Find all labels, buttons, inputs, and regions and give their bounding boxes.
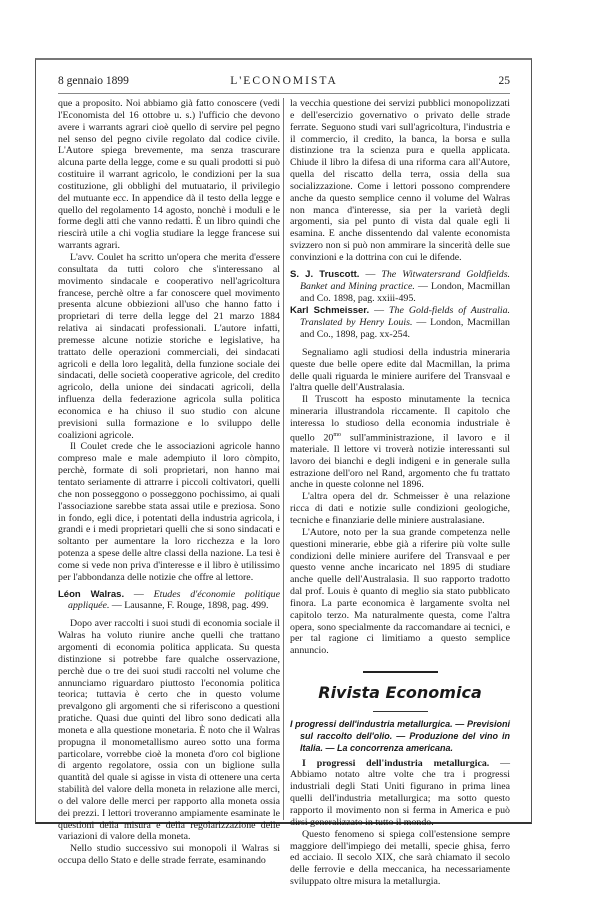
- paragraph: L'altra opera del dr. Schmeisser è una relazione ricca di dati e notizie sulle condizioni geologiche, tecniche e finanziarie delle miniere australasiane.: [290, 491, 510, 526]
- bib-publisher: — London, Macmillan and Co., 1898, pag. xx-254.: [300, 317, 510, 341]
- paragraph: [290, 758, 510, 829]
- journal-title: L'ECONOMISTA: [230, 75, 338, 87]
- left-column: [58, 98, 280, 867]
- bibliography-entry-truscott: S. J. Truscott. — The Witwatersrand Goldfields. Banket and Mining practice. — London, Macmillan and Co. 1898, pag. xxiii-495.: [290, 268, 511, 304]
- right-column: [290, 98, 510, 888]
- section-summary: I progressi dell'industria metallurgica. — Previsioni sul raccolto dell'olio. — Produzione del vino in Italia. — La concorrenza americana.: [290, 719, 510, 753]
- bib-author: S. J. Truscott.: [290, 268, 360, 280]
- paragraph: L'Autore, noto per la sua grande competenza nelle questioni minerarie, ebbe già a riferire più volte sulle condizioni delle miniere aurifere del Transvaal e per questo venne anche incaricato nel 1895 di studiare anche quelle dell'Australasia. Il suo rapporto tradotto dal prof. Louis è quanto di meglio sia stato pubblicato finora. La parte economica è largamente svolta nel capitolo terzo. Ma naturalmente questa, come l'altra opera, sono specialmente da raccomandare ai tecnici, e per tal ragione ci limitiamo a questo semplice annuncio.: [290, 526, 510, 657]
- text-span: — Abbiamo notato altre volte che tra i progressi industriali degli Stati Uniti figurano in prima linea quelli dell'industria metallurgica; ma sotto questo rapporto il movimento non si ferma in America e può dirsi generalizzato in tutto il mondo.: [290, 757, 510, 828]
- header-rule: [58, 93, 510, 94]
- bib-author: Léon Walras.: [58, 588, 125, 600]
- paragraph: la vecchia questione dei servizi pubblici monopolizzati e dell'esercizio governativo o privato delle strade ferrate. Seguono studi vari sull'agricoltura, l'industria e il commercio, il credito, la banca, la borsa e sulla distinzione tra la scienza pura e quella applicata. Chiude il libro la difesa di una riforma cara all'Autore, quella del riscatto della terra, ossia della sua socializzazione. Come i lettori possono comprendere anche da questo semplice cenno il volume del Walras non manca d'interesse, sia per la varietà degli argomenti, sia pel punto di vista dal quale egli li esamina. E anche dissentendo dal valente economista svizzero non si può non ammirare la sincerità delle sue convinzioni e la dottrina con cui le difende.: [290, 98, 510, 263]
- text-span: sull'amministrazione, il lavoro e il materiale. Il lettore vi troverà notizie interessanti sul lavoro dei bianchi e degli indigeni e in generale sulla estrazione dell'oro nel Rand, argomento che fu trattato anche in queste colonne nel 1896.: [290, 432, 510, 491]
- paragraph: que a proposito. Noi abbiamo già fatto conoscere (vedi l'Economista del 16 ottobre u. s.) l'ufficio che devono avere i warrants agrari cioè quello di servire pel pegno nel senso del pegno civile regolato dal codice civile. L'Autore spiega brevemente, ma senza trascurare alcuna parte della legge, come e su quali prodotti si può costituire il warrant agricolo, le condizioni per la sua costituzione, gli obblighi del mutuatario, il privilegio del mutuante ecc. In appendice dà il testo della legge e quello del regolamento 14 agosto, nonchè i moduli e le forme degli atti che vanno redatti. È un libro quindi che riescirà utile a chi voglia studiare la legge francese sui warrants agrari.: [58, 98, 280, 252]
- text-span: Il Truscott ha esposto minutamente la tecnica mineraria illustrandola riccamente. Il capitolo che interessa lo studioso della economia industriale è quello 20: [290, 394, 510, 444]
- bib-title: The Gold-fields of Australia. Translated by Henry Louis.: [300, 305, 511, 329]
- bib-title: Etudes d'économie politique appliquée.: [68, 588, 281, 612]
- section-rule-bottom: [373, 711, 428, 712]
- paragraph: L'avv. Coulet ha scritto un'opera che merita d'essere consultata da tutti coloro che s'interessano al movimento sindacale e cooperativo nell'agricoltura francese, perchè oltre a far conoscere quel movimento presenta alcune obbiezioni all'uso che hanno fatto i proprietari di terre della legge del 21 marzo 1884 relativa ai sindacati professionali. L'autore infatti, premesse alcune notizie storiche e legislative, ha trattato delle operazioni commerciali, dei sindacati agricoli e della loro legalità, della funzione sociale dei sindacati, delle società cooperative agricole, del credito agricolo, della unione dei sindacati agricoli, della influenza della federazione agricola sulla politica economica e ha chiuso il suo studio con alcune previsioni sulla formazione e lo sviluppo delle coalizioni agricole.: [58, 251, 280, 441]
- page-number: 25: [498, 75, 510, 87]
- paragraph: Dopo aver raccolti i suoi studi di economia sociale il Walras ha voluto riunire anche quelli che trattano argomenti di economia politica applicata. Su questa distinzione si potrebbe fare qualche osservazione, perchè due o tre dei suoi studi raccolti nel volume che annunciamo riguardaro piuttosto l'economia politica teorica; tuttavia è certo che in questo volume prevalgono gli argomenti che si riferiscono a questioni pratiche. Quasi due quinti del libro sono dedicati alla moneta e alla questione monetaria. È noto che il Walras propugna il monometallismo aureo sotto una forma particolare, vorrebbe cioè la moneta d'oro col biglione di argento regolatore, ossia con un biglione sulla quantità del quale si agisse in vista di ottenere una certa stabilità del valore della moneta in relazione alle merci, o del valore delle merci per rapporto alla moneta ossia dei prezzi. I lettori troveranno ampiamente esaminate le questioni della misura e della regolarizzazione delle variazioni di valore della moneta.: [58, 618, 280, 843]
- paragraph: Il Coulet crede che le associazioni agricole hanno compreso male e male adempiuto il loro còmpito, perchè, formate di soli proprietari, non hanno mai tentato seriamente di attrarre i piccoli coltivatori, quelli che non posseggono o posseggono pochissimo, ai quali l'associazione sarebbe stata assai utile e preziosa. Sono in fondo, egli dice, i potentati della industria agricola, i grandi e i medi proprietari quelli che si sono sindacati e soltanto per aumentare la loro ricchezza e la loro potenza a spese delle altre classi della nazione. La tesi è come si vede non priva d'interesse e il libro è utilissimo per l'abbondanza delle notizie che offre al lettore.: [58, 441, 280, 583]
- superscript: mo: [333, 431, 342, 438]
- paragraph: Questo fenomeno si spiega coll'estensione sempre maggiore dell'impiego dei metalli, specie ghisa, ferro ed acciaio. Il secolo XIX, che sarà chiamato il secolo delle ferrovie e della meccanica, ha necessariamente sviluppato oltre misura la metallurgia.: [290, 828, 510, 888]
- bibliography-entry-walras: Léon Walras. — Etudes d'économie politique appliquée. — Lausanne, F. Rouge, 1898, pag. 499.: [58, 588, 281, 612]
- bibliography-entry-schmeisser: Karl Schmeisser. — The Gold-fields of Australia. Translated by Henry Louis. — London, Macmillan and Co., 1898, pag. xx-254.: [290, 305, 511, 341]
- section-title: Rivista Economica: [318, 683, 482, 703]
- paragraph-lead: I progressi dell'industria metallurgica.: [302, 757, 490, 769]
- running-head: [58, 75, 510, 91]
- bib-title: The Witwatersrand Goldfields. Banket and Mining practice.: [300, 268, 511, 292]
- paragraph: [290, 394, 510, 491]
- section-rule-top: [363, 671, 438, 673]
- bib-author: Karl Schmeisser.: [290, 305, 370, 317]
- paragraph: Segnaliamo agli studiosi della industria mineraria queste due belle opere edite dal Macmillan, la prima delle quali riguarda le miniere aurifere del Transvaal e l'altra quelle dell'Australasia.: [290, 346, 510, 394]
- issue-date: 8 gennaio 1899: [58, 75, 129, 87]
- bib-publisher: — London, Macmillan and Co. 1898, pag. xxiii-495.: [300, 280, 511, 304]
- bib-publisher: — Lausanne, F. Rouge, 1898, pag. 499.: [109, 600, 269, 612]
- paragraph: Nello studio successivo sui monopoli il Walras si occupa dello Stato e delle strade ferrate, esaminando: [58, 843, 280, 867]
- column-divider: [283, 98, 284, 820]
